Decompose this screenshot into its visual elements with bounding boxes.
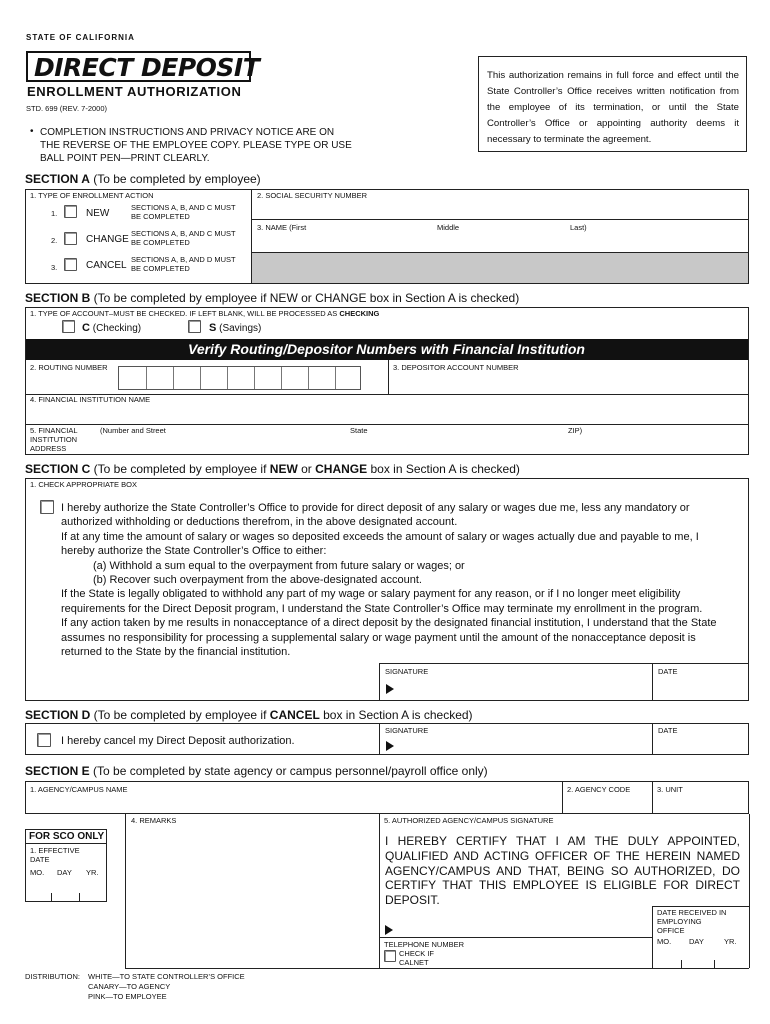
savings-checkbox[interactable]: [188, 320, 201, 333]
sco-only-label: FOR SCO ONLY: [29, 831, 105, 842]
change-checkbox[interactable]: [64, 232, 77, 245]
authorization-text: [61, 501, 729, 659]
auth-para-4: If any action taken by me results in nonacceptance of a direct deposit by the designated financial institution, I understand that the State assumes no responsibility for processing a supplemental salary or wage payment until the amount of the nonacceptance deposit is returned to the State by the financial institution.: [61, 617, 717, 659]
option-change-label: CHANGE: [86, 234, 129, 245]
checking-checkbox[interactable]: [62, 320, 75, 333]
ssn-label: 2. SOCIAL SECURITY NUMBER: [257, 191, 368, 200]
depositor-account-label: 3. DEPOSITOR ACCOUNT NUMBER: [393, 363, 519, 372]
authorize-checkbox[interactable]: [40, 500, 54, 514]
cancel-text: I hereby cancel my Direct Deposit authorization.: [61, 735, 295, 747]
calnet-checkbox[interactable]: [384, 950, 396, 962]
option-change-number: 2.: [51, 236, 58, 245]
fi-name-label: 4. FINANCIAL INSTITUTION NAME: [30, 395, 151, 404]
verify-banner: [26, 339, 748, 360]
enrollment-type-label: 1. TYPE OF ENROLLMENT ACTION: [30, 191, 154, 200]
sco-day-label: DAY: [57, 868, 72, 877]
distribution-label: DISTRIBUTION:: [25, 972, 81, 981]
name-last-label: Last): [570, 223, 587, 232]
logo-text: DIRECT DEPOSIT: [34, 53, 260, 82]
section-e-title: SECTION E (To be completed by state agency or campus personnel/payroll office only): [25, 764, 488, 778]
option-cancel-number: 3.: [51, 263, 58, 272]
section-b-title: SECTION B (To be completed by employee if NEW or CHANGE box in Section A is checked): [25, 291, 520, 305]
instructions-bullet: •: [30, 126, 34, 137]
routing-number-boxes[interactable]: [118, 366, 361, 390]
state-label: State: [350, 426, 368, 435]
cancel-authorization-checkbox[interactable]: [37, 733, 51, 747]
sco-yr-label: YR.: [86, 868, 99, 877]
received-day-label: DAY: [689, 937, 704, 946]
zip-label: ZIP): [568, 426, 583, 435]
date-received-label: DATE RECEIVED IN EMPLOYING OFFICE: [657, 908, 727, 935]
cancel-checkbox[interactable]: [64, 258, 77, 271]
routing-number-label: 2. ROUTING NUMBER: [30, 363, 108, 372]
received-mo-label: MO.: [657, 937, 672, 946]
form-number: STD. 699 (REV. 7-2000): [26, 104, 108, 113]
option-change-note: SECTIONS A, B, AND C MUST BE COMPLETED: [131, 229, 236, 247]
d-signature-arrow-icon: [386, 741, 394, 751]
form-subtitle: ENROLLMENT AUTHORIZATION: [27, 84, 242, 99]
verify-banner-text: Verify Routing/Depositor Numbers with Financial Institution: [188, 341, 585, 357]
effective-date-label: 1. EFFECTIVE DATE: [30, 846, 80, 864]
unit-label: 3. UNIT: [657, 785, 683, 794]
sco-mo-label: MO.: [30, 868, 45, 877]
number-street-label: (Number and Street: [100, 426, 166, 435]
e-signature-arrow-icon: [385, 925, 393, 935]
name-middle-label: Middle: [437, 223, 460, 232]
state-of-california: STATE OF CALIFORNIA: [26, 33, 135, 42]
distribution-line-1: WHITE—TO STATE CONTROLLER’S OFFICE: [88, 972, 245, 981]
option-new-label: NEW: [86, 208, 110, 219]
auth-para-2b: (b) Recover such overpayment from the above-designated account.: [93, 574, 422, 587]
name-first-label: 3. NAME (First: [257, 223, 307, 232]
section-a-shaded: [252, 253, 748, 283]
savings-option: S (Savings): [209, 322, 262, 334]
distribution-line-2: CANARY—TO AGENCY: [88, 982, 171, 991]
c-date-label: DATE: [658, 667, 678, 676]
notice-box: [478, 56, 747, 152]
telephone-label: TELEPHONE NUMBER: [384, 940, 465, 949]
notice-text: This authorization remains in full force and effect until the State Controller’s Office receives written notification from the employee of its termination, or until the State Controller’s Office or appointing authority deems it necessary to terminate the agreement.: [487, 70, 739, 145]
section-a-title: SECTION A (To be completed by employee): [25, 172, 261, 186]
certification-text: I HEREBY CERTIFY THAT I AM THE DULY APPOINTED, QUALIFIED AND ACTING OFFICER OF THE HEREIN NAMED AGENCY/CAMPUS AND THAT, BEING SO AUTHORIZED, DO CERTIFY THAT THIS EMPLOYEE IS ELIGIBLE FOR DIRECT DEPOSIT.: [385, 834, 740, 908]
fi-address-label: 5. FINANCIAL INSTITUTION ADDRESS: [30, 426, 78, 453]
received-yr-label: YR.: [724, 937, 737, 946]
account-type-label: 1. TYPE OF ACCOUNT–MUST BE CHECKED. IF LEFT BLANK, WILL BE PROCESSED AS CHECKING: [30, 309, 380, 318]
distribution-line-3: PINK—TO EMPLOYEE: [88, 992, 167, 1001]
option-cancel-note: SECTIONS A, B, AND D MUST BE COMPLETED: [131, 255, 236, 273]
auth-para-2: If at any time the amount of salary or wages so deposited exceeds the amount of salary or wages actually due and payable to me, I hereby authorize the State Controller’s Office to either:: [61, 530, 699, 558]
option-new-note: SECTIONS A, B, AND C MUST BE COMPLETED: [131, 203, 236, 221]
auth-para-1: I hereby authorize the State Controller’s Office to provide for direct deposit of any salary or wages due me, less any mandatory or authorized withholding or deductions therefrom, in the above designated account.: [61, 502, 690, 529]
agency-row-box: [25, 781, 749, 814]
section-d-title: SECTION D (To be completed by employee if CANCEL box in Section A is checked): [25, 708, 473, 722]
checking-option: C (Checking): [82, 322, 142, 334]
option-new-number: 1.: [51, 209, 58, 218]
d-signature-label: SIGNATURE: [385, 726, 429, 735]
option-cancel-label: CANCEL: [86, 260, 127, 271]
d-date-label: DATE: [658, 726, 678, 735]
auth-para-2a: (a) Withhold a sum equal to the overpayment from future salary or wages; or: [93, 559, 465, 572]
agency-code-label: 2. AGENCY CODE: [567, 785, 631, 794]
authorized-signature-label: 5. AUTHORIZED AGENCY/CAMPUS SIGNATURE: [384, 816, 554, 825]
auth-para-3: If the State is legally obligated to withhold any part of my wage or salary payment for any reason, or if I no longer meet eligibility requirements for the Direct Deposit program, I understand the State Controller’s Office may terminate my enrollment in the program.: [61, 588, 703, 615]
new-checkbox[interactable]: [64, 205, 77, 218]
c-signature-label: SIGNATURE: [385, 667, 429, 676]
agency-name-label: 1. AGENCY/CAMPUS NAME: [30, 785, 128, 794]
e-signature-field[interactable]: [398, 918, 648, 936]
remarks-label: 4. REMARKS: [131, 816, 177, 825]
calnet-label: CHECK IF CALNET: [399, 949, 435, 967]
c-signature-arrow-icon: [386, 684, 394, 694]
check-box-label: 1. CHECK APPROPRIATE BOX: [30, 480, 137, 489]
instructions-text: COMPLETION INSTRUCTIONS AND PRIVACY NOTICE ARE ON THE REVERSE OF THE EMPLOYEE COPY. PLEASE TYPE OR USE BALL POINT PEN—PRINT CLEARLY.: [40, 127, 352, 165]
c-signature-field[interactable]: [398, 678, 648, 698]
section-c-title: SECTION C (To be completed by employee if NEW or CHANGE box in Section A is checked): [25, 462, 520, 476]
direct-deposit-logo: [26, 51, 260, 82]
